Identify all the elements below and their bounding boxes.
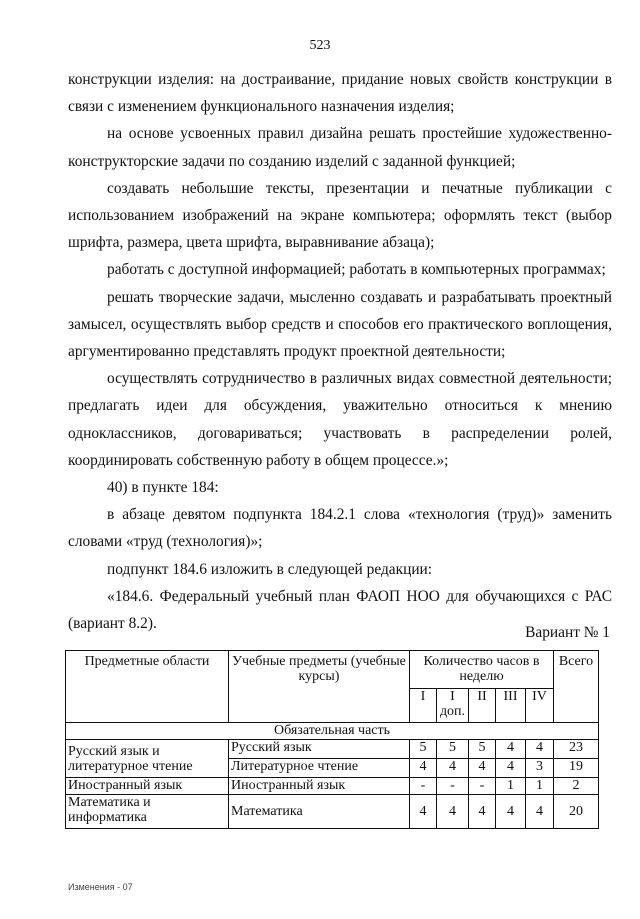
subject-cell: Литературное чтение — [229, 759, 410, 778]
hours-cell: 4 — [526, 795, 554, 829]
footer-note: Изменения - 07 — [68, 882, 133, 892]
curriculum-table — [65, 650, 599, 829]
paragraph: подпункт 184.6 изложить в следующей редакции: — [107, 560, 433, 578]
subject-cell: Иностранный язык — [229, 778, 410, 795]
header-grade: I — [410, 689, 437, 723]
hours-cell: - — [410, 778, 437, 795]
page-number: 523 — [309, 38, 331, 53]
header-grade: I доп. — [437, 689, 469, 723]
header-total: Всего — [554, 651, 599, 723]
paragraph: создавать небольшие тексты, презентации и печатные публикации с использованием изображений на экране компьютера; оформлять текст (выбор шрифта, размера, цвета шрифта, выравнивание абзаца); — [68, 179, 612, 252]
total-cell: 23 — [554, 740, 599, 759]
hours-cell: 3 — [526, 759, 554, 778]
header-grade: IV — [526, 689, 554, 723]
paragraph: работать с доступной информацией; работать в компьютерных программах; — [107, 261, 606, 279]
subject-cell: Русский язык — [229, 740, 410, 759]
hours-cell: 5 — [437, 740, 469, 759]
paragraph: решать творческие задачи, мысленно создавать и разрабатывать проектный замысел, осуществлять выбор средств и способов его практического воплощения, аргументированно представлять продукт проектной деятельности; — [68, 288, 612, 361]
header-grade: III — [496, 689, 526, 723]
hours-cell: 4 — [410, 759, 437, 778]
hours-cell: 4 — [437, 759, 469, 778]
hours-cell: 4 — [410, 795, 437, 829]
subject-cell: Математика — [229, 795, 410, 829]
hours-cell: 4 — [526, 740, 554, 759]
hours-cell: 1 — [496, 778, 526, 795]
hours-cell: 4 — [469, 795, 496, 829]
hours-cell: 4 — [496, 740, 526, 759]
header-areas: Предметные области — [66, 651, 229, 723]
total-cell: 2 — [554, 778, 599, 795]
paragraph: осуществлять сотрудничество в различных видах совместной деятельности; предлагать идеи для обсуждения, уважительно относиться к мнению одноклассников, договариваться; участвовать в распределении ролей, координировать собственную работу в общем процессе.»; — [68, 370, 612, 469]
area-cell: Русский язык и литературное чтение — [66, 740, 229, 778]
paragraph: конструкции изделия: на достраивание, придание новых свойств конструкции в связи с изменением функционального назначения изделия; — [68, 71, 612, 116]
hours-cell: 5 — [410, 740, 437, 759]
total-cell: 20 — [554, 795, 599, 829]
paragraph: в абзаце девятом подпункта 184.2.1 слова «технология (труд)» заменить словами «труд (технология)»; — [68, 506, 612, 551]
header-grade: II — [469, 689, 496, 723]
header-subjects: Учебные предметы (учебные курсы) — [229, 651, 410, 723]
header-hours: Количество часов в неделю — [410, 651, 554, 689]
section-title: Обязательная часть — [66, 723, 599, 740]
area-cell: Математика и информатика — [66, 795, 229, 829]
total-cell: 19 — [554, 759, 599, 778]
document-body — [68, 66, 612, 637]
paragraph: 40) в пункте 184: — [107, 479, 219, 497]
hours-cell: 4 — [496, 795, 526, 829]
hours-cell: - — [437, 778, 469, 795]
variant-label: Вариант № 1 — [525, 624, 610, 641]
hours-cell: 5 — [469, 740, 496, 759]
paragraph: на основе усвоенных правил дизайна решать простейшие художественно-конструкторские задачи по созданию изделий с заданной функцией; — [68, 125, 612, 170]
hours-cell: 4 — [496, 759, 526, 778]
hours-cell: 1 — [526, 778, 554, 795]
hours-cell: 4 — [469, 759, 496, 778]
hours-cell: - — [469, 778, 496, 795]
area-cell: Иностранный язык — [66, 778, 229, 795]
hours-cell: 4 — [437, 795, 469, 829]
paragraph: «184.6. Федеральный учебный план ФАОП НОО для обучающихся с РАС (вариант 8.2). — [68, 587, 612, 633]
